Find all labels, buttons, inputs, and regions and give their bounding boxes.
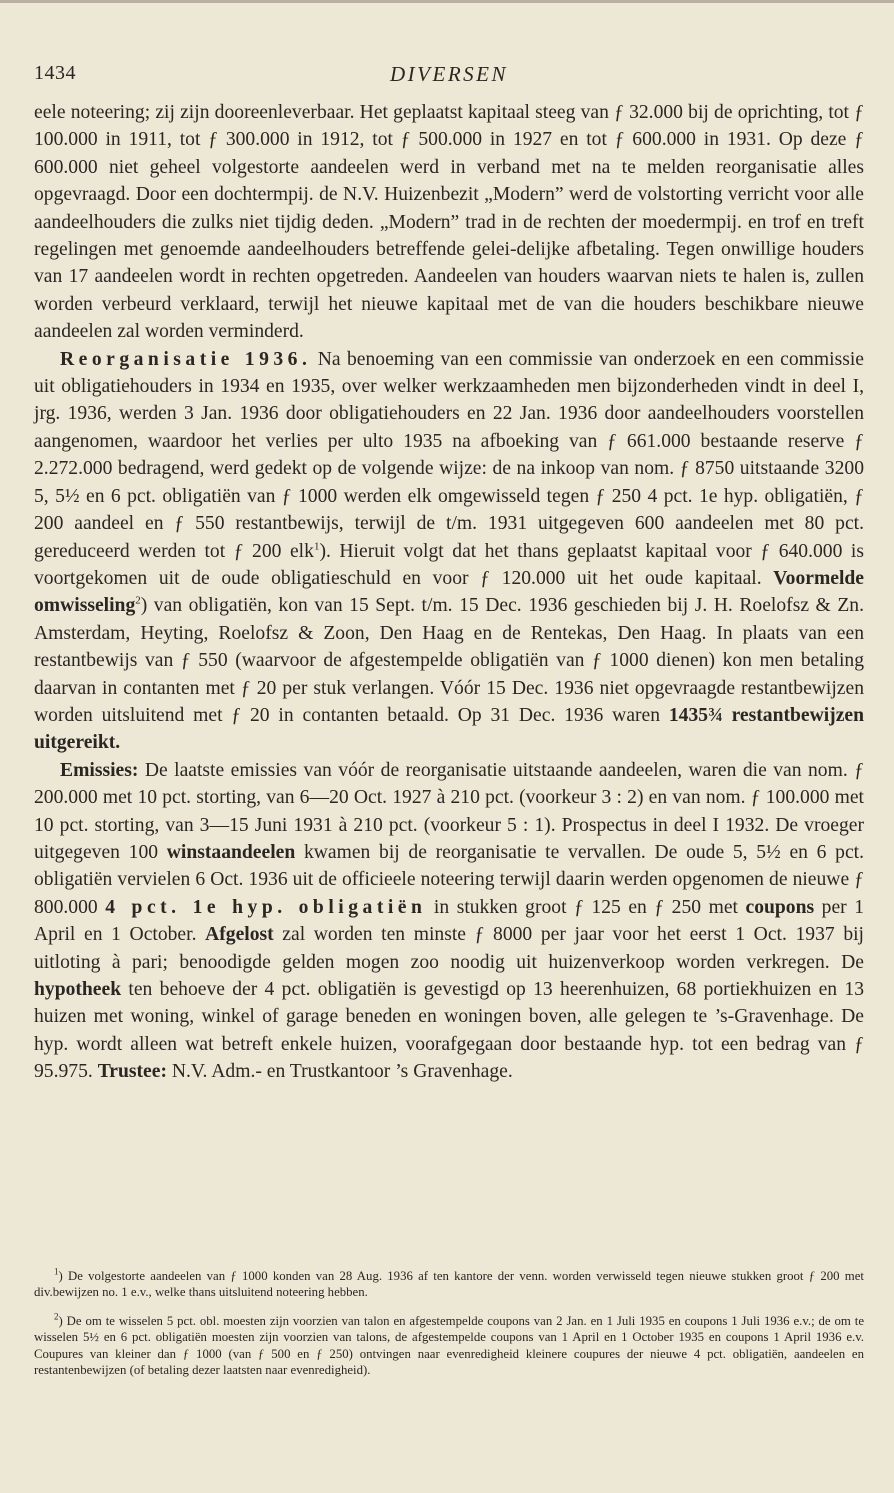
footnote-2 (34, 1313, 864, 1379)
footnotes (34, 1268, 864, 1390)
text-run: Na benoeming van een commissie van onderzoek en een commissie uit obligatiehouders in 1934 en 1935, over welker werkzaamheden men bijzonderheden vindt in deel I, jrg. 1936, werden 3 Jan. 1936 door obligatiehouders en 22 Jan. 1936 door aandeelhouders voorstellen aangenomen, waardoor het verlies per ulto 1935 na afboeking van ƒ 661.000 bestaande reserve ƒ 2.272.000 bedragend, werd gedekt op de volgende wijze: de na inkoop van nom. ƒ 8750 uitstaande 3200 5, 5½ en 6 pct. obligatiën van ƒ 1000 werden elk omgewisseld tegen ƒ 250 4 pct. 1e hyp. obligatiën, ƒ 200 aandeel en ƒ 550 restantbewijs, terwijl de t/m. 1931 uitgegeven 600 aandeelen met 80 pct. gereduceerd werden tot ƒ 200 elk (34, 348, 864, 562)
text-run: in stukken groot ƒ 125 en ƒ 250 met (426, 896, 746, 918)
footnote-mark: 1 (54, 1266, 59, 1277)
page-number: 1434 (34, 62, 76, 84)
footnote-ref-1: 1 (313, 539, 320, 552)
text-run: N.V. Adm.- en Trustkantoor ’s Gravenhage. (166, 1061, 513, 1083)
text-run: De laatste emissies van vóór de reorganisatie uitstaande aandeelen, waren die van nom. ƒ 200.000 met 10 pct. storting, van 6—20 Oct. 1927 à 210 pct. (voorkeur 3 : 2) en van nom. ƒ 100.000 met 10 pct. storting, van 3—15 Juni 1931 à 210 pct. (voorkeur 5 : 1). Prospectus in deel I 1932. De vroeger uitgegeven 100 (34, 759, 864, 863)
paragraph-continuation: eele noteering; zij zijn dooreenleverbaar. Het geplaatst kapitaal steeg van ƒ 32.000 bij de oprichting, tot ƒ 100.000 in 1911, tot ƒ 300.000 in 1912, tot ƒ 500.000 in 1927 en tot ƒ 600.000 in 1931. Op deze ƒ 600.000 niet geheel volgestorte aandeelen werd in verband met na te melden reorganisatie alles opgevraagd. Door een dochtermpij. de N.V. Huizenbezit „Modern” werd de volstorting verricht voor alle aandeelhouders die zulks niet tijdig deden. „Modern” trad in de rechten der moedermpij. en trof en treft regelingen met genoemde aandeelhouders betreffende gelei-delijke afbetaling. Tegen onwillige houders van 17 aandeelen wordt in rechten opgetreden. Aandeelen van houders waarvan niets te halen is, zullen worden verbeurd verklaard, terwijl het nieuwe kapitaal met de van die houders beschikbare nieuwe aandeelen zal worden verminderd. (34, 102, 864, 343)
text-run: ). Hieruit volgt dat het thans geplaatst kapitaal voor ƒ 640.000 is voortgekomen uit de oude obligatieschuld en voor ƒ 120.000 uit het oude kapitaal. (34, 540, 865, 589)
footnote-ref-2: 2 (135, 594, 141, 607)
text-run: ) van obligatiën, kon van 15 Sept. t/m. 15 Dec. 1936 geschieden bij J. H. Roelofsz & Zn. Amsterdam, Heyting, Roelofsz & Zoon, Den Haag en de Rentekas, Den Haag. In plaats van een restantbewijs van ƒ 550 (waarvoor de afgestempelde obligatiën van ƒ 1000 dienen) kon men betaling daarvan in contanten met ƒ 20 per stuk verlangen. Vóór 15 Dec. 1936 niet opgevraagde restantbewijzen worden uitsluitend met ƒ 20 in contanten betaald. Op 31 Dec. 1936 waren (34, 595, 864, 726)
text-run: zal worden ten minste ƒ 8000 per jaar voor het eerst 1 Oct. 1937 bij uitloting à pari; benoodigde gelden mogen zoo noodig uit huizenverkoop worden verkregen. De (34, 924, 864, 973)
bold-term-afgelost: Afgelost (205, 924, 274, 946)
text-run: kwamen bij de reorganisatie te vervallen. De oude 5, 5½ en 6 pct. obligatiën vervielen 6 Oct. 1936 uit de officieele noteering terwijl daarin werden opgenomen de nieuwe ƒ 800.000 (34, 841, 865, 918)
bold-term-coupons: coupons (745, 896, 815, 918)
paragraph-emissies (34, 757, 864, 1086)
footnote-text: ) De volgestorte aandeelen van ƒ 1000 konden van 28 Aug. 1936 af ten kantore der venn. worden verwisseld tegen nieuwe stukken groot ƒ 200 met div.bewijzen no. 1 e.v., welke thans uitsluitend noteering hebben. (34, 1269, 864, 1300)
text-run: ten behoeve der 4 pct. obligatiën is gevestigd op 13 heerenhuizen, 68 portiekhuizen en 13 huizen met woning, winkel of garage beneden en woningen boven, alle gelegen te ’s-Gravenhage. De hyp. wordt alleen wat betreft enkele huizen, voorafgegaan door bestaande hyp. tot een bedrag van ƒ 95.975. (34, 979, 864, 1083)
bold-term-hypotheek: hypotheek (34, 979, 122, 1000)
bold-term-omwisseling: Voormelde omwisseling (34, 567, 864, 617)
page-header (34, 62, 864, 88)
body-text (34, 99, 864, 1086)
bold-term-obligatien: 4 pct. 1e hyp. obligatiën (105, 896, 427, 918)
bold-term-restantbewijzen: 1435¾ restantbewijzen uitgereikt. (34, 704, 864, 754)
section-heading-reorganisatie: Reorganisatie 1936. (60, 348, 312, 370)
paragraph-reorganisatie (34, 346, 864, 757)
section-heading-emissies: Emissies: (60, 759, 139, 781)
footnote-1 (34, 1268, 864, 1301)
running-title: DIVERSEN (390, 62, 508, 86)
text-run: per 1 April en 1 October. (34, 896, 865, 946)
bold-term-winstaandeelen: winstaandeelen (166, 841, 296, 863)
footnote-mark: 2 (54, 1311, 59, 1322)
bold-term-trustee: Trustee: (97, 1061, 167, 1083)
footnote-text: ) De om te wisselen 5 pct. obl. moesten zijn voorzien van talon en afgestempelde coupons van 2 Jan. en 1 Juli 1935 en coupons 1 Juli 1936 e.v.; de om te wisselen 5½ en 6 pct. obligatiën moesten zijn voorzien van talons, de afgestempelde coupons van 1 April en 1 October 1935 en coupons 1 April 1936 e.v. Coupures van kleiner dan ƒ 1000 (van ƒ 500 en ƒ 250) ontvingen naar evenredigheid kleinere coupures der nieuwe 4 pct. obligatiën, aandeelen en restantenbewijzen (of betaling dezer laatsten naar evenredigheid). (34, 1313, 864, 1378)
top-edge (0, 0, 894, 3)
